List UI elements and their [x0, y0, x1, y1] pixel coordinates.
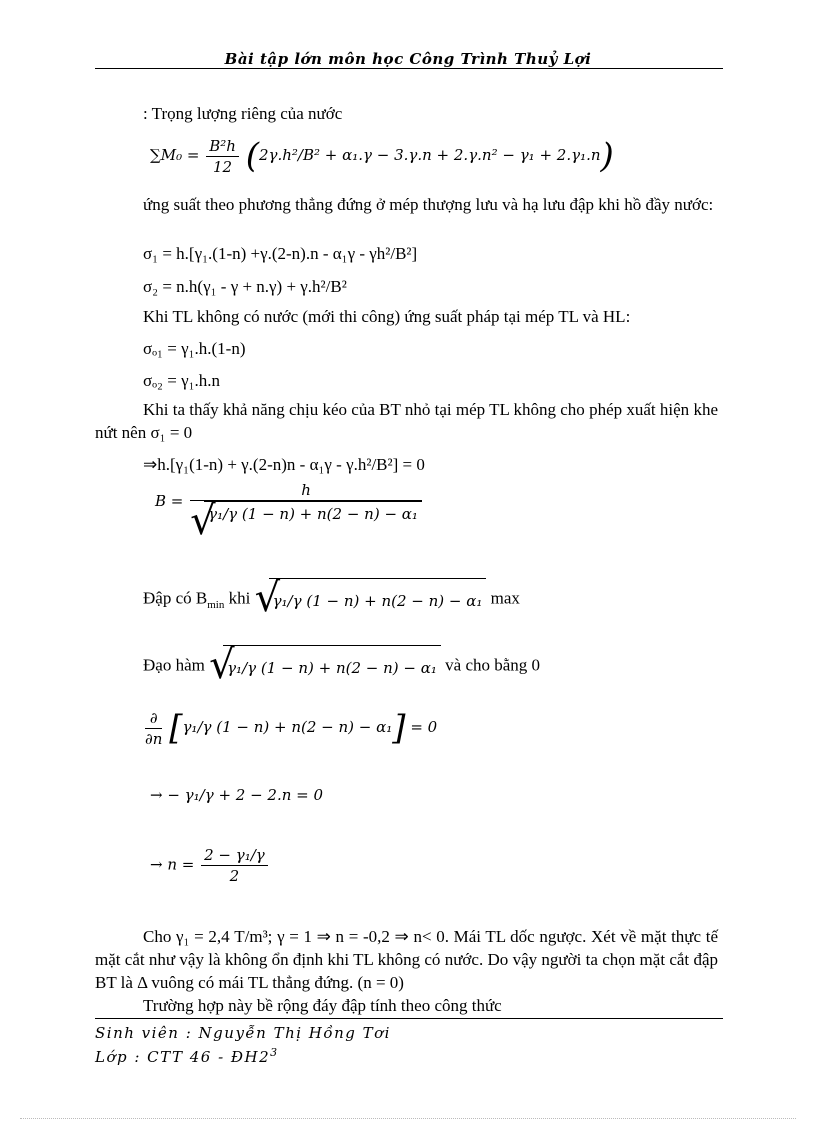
footer-class-text: Lớp : CTT 46 - ĐH2: [95, 1048, 271, 1066]
partial-operator: $\frac{\partial}{\partial n}$: [145, 708, 163, 748]
formula-sigma1: σ₁ = h.[γ₁.(1-n) +γ.(2-n).n - α₁γ - γh²/B²]: [143, 244, 418, 263]
arrow2-fraction: $\frac{\text{2 − γ₁/γ}}{2}$: [201, 845, 268, 886]
bmin-pre: Đập có B: [143, 588, 208, 608]
deriv-pre: Đạo hàm: [143, 655, 205, 675]
line-bmin: [143, 575, 520, 625]
formula-b: [155, 480, 424, 544]
header-rule: [95, 68, 723, 69]
partial-radicand: γ₁/γ (1 − n) + n(2 − n) − α₁: [182, 718, 393, 736]
deriv-radicand: γ₁/γ (1 − n) + n(2 − n) − α₁: [223, 645, 441, 688]
b-sqrt: √ γ₁/γ (1 − n) + n(2 − n) − α₁: [190, 501, 422, 524]
formula-partial: $\frac{\partial}{\partial n}$ [γ₁/γ (1 − n) + n(2 − n) − α₁] = 0: [145, 708, 438, 748]
paragraph-conclusion: Cho γ₁ = 2,4 T/m³; γ = 1 ⇒ n = -0,2 ⇒ n< 0. Mái TL dốc ngược. Xét về mặt thực tế mặt cắt như vậy là không ổn định khi TL không có nước. Do vậy người ta chọn mặt cắt đập BT là Δ vuông có mái TL thẳng đứng. (n = 0): [95, 927, 718, 992]
partial-rhs: = 0: [410, 718, 438, 736]
footer-student: Sinh viên : Nguyễn Thị Hồng Tơi: [95, 1024, 391, 1042]
deriv-sqrt: √ γ₁/γ (1 − n) + n(2 − n) − α₁: [209, 645, 441, 688]
bmin-mid: khi: [228, 588, 251, 608]
b-num: h: [190, 480, 422, 501]
b-fraction: [190, 480, 422, 544]
bmin-radicand: γ₁/γ (1 − n) + n(2 − n) − α₁: [269, 578, 487, 621]
paragraph-case: Trường hợp này bề rộng đáy đập tính theo công thức: [143, 996, 502, 1015]
bmin-sub: min: [207, 598, 225, 611]
line-derivative: [143, 642, 541, 688]
bmin-post: max: [490, 588, 520, 608]
m0-lhs: ∑M₀ =: [150, 146, 200, 164]
m0-den: 12: [213, 157, 233, 176]
header-title: Bài tập lớn môn học Công Trình Thuỷ Lợi: [224, 50, 592, 68]
paragraph-tension: Khi ta thấy khả năng chịu kéo của BT nhỏ tại mép TL không cho phép xuất hiện khe nứt nên σ₁ = 0: [95, 400, 718, 442]
formula-implication: ⇒h.[γ₁(1-n) + γ.(2-n)n - α₁γ - γ.h²/B²] = 0: [143, 455, 425, 474]
formula-arrow2: [150, 845, 270, 886]
b-radicand: γ₁/γ (1 − n) + n(2 − n) − α₁: [204, 501, 422, 524]
bmin-sqrt: √ γ₁/γ (1 − n) + n(2 − n) − α₁: [255, 578, 487, 621]
page-bottom-dots: [20, 1118, 796, 1119]
m0-paren: 2γ.h²/B² + α₁.γ − 3.γ.n + 2.γ.n² − γ₁ + 2.γ₁.n: [258, 146, 601, 164]
deriv-post: và cho bằng 0: [445, 655, 541, 675]
line-water-weight: : Trọng lượng riêng của nước: [143, 104, 343, 123]
paragraph-empty-reservoir: Khi TL không có nước (mới thi công) ứng suất pháp tại mép TL và HL:: [143, 307, 631, 326]
formula-sigma-o1: σₒ₁ = γ₁.h.(1-n): [143, 339, 246, 358]
b-lhs: B =: [155, 492, 184, 510]
formula-sigma-o2: σₒ₂ = γ₁.h.n: [143, 371, 221, 390]
footer-rule: [95, 1018, 723, 1019]
page-number: 3: [270, 1046, 279, 1059]
formula-sum-m0: ∑M₀ = $\frac{\text{B²h}}{12}$ (2γ.h²/B² + α₁.γ − 3.γ.n + 2.γ.n² − γ₁ + 2.γ₁.n): [150, 136, 614, 176]
paragraph-stress: ứng suất theo phương thẳng đứng ở mép thượng lưu và hạ lưu đập khi hồ đầy nước:: [143, 195, 714, 214]
formula-sigma2: σ₂ = n.h(γ₁ - γ + n.γ) + γ.h²/B²: [143, 277, 347, 296]
m0-num: B²h: [206, 136, 239, 157]
formula-arrow1: → − γ₁/γ + 2 − 2.n = 0: [150, 786, 324, 804]
m0-fraction: [206, 136, 239, 177]
footer-class: [95, 1046, 279, 1066]
arrow2-lhs: → n =: [150, 855, 195, 874]
